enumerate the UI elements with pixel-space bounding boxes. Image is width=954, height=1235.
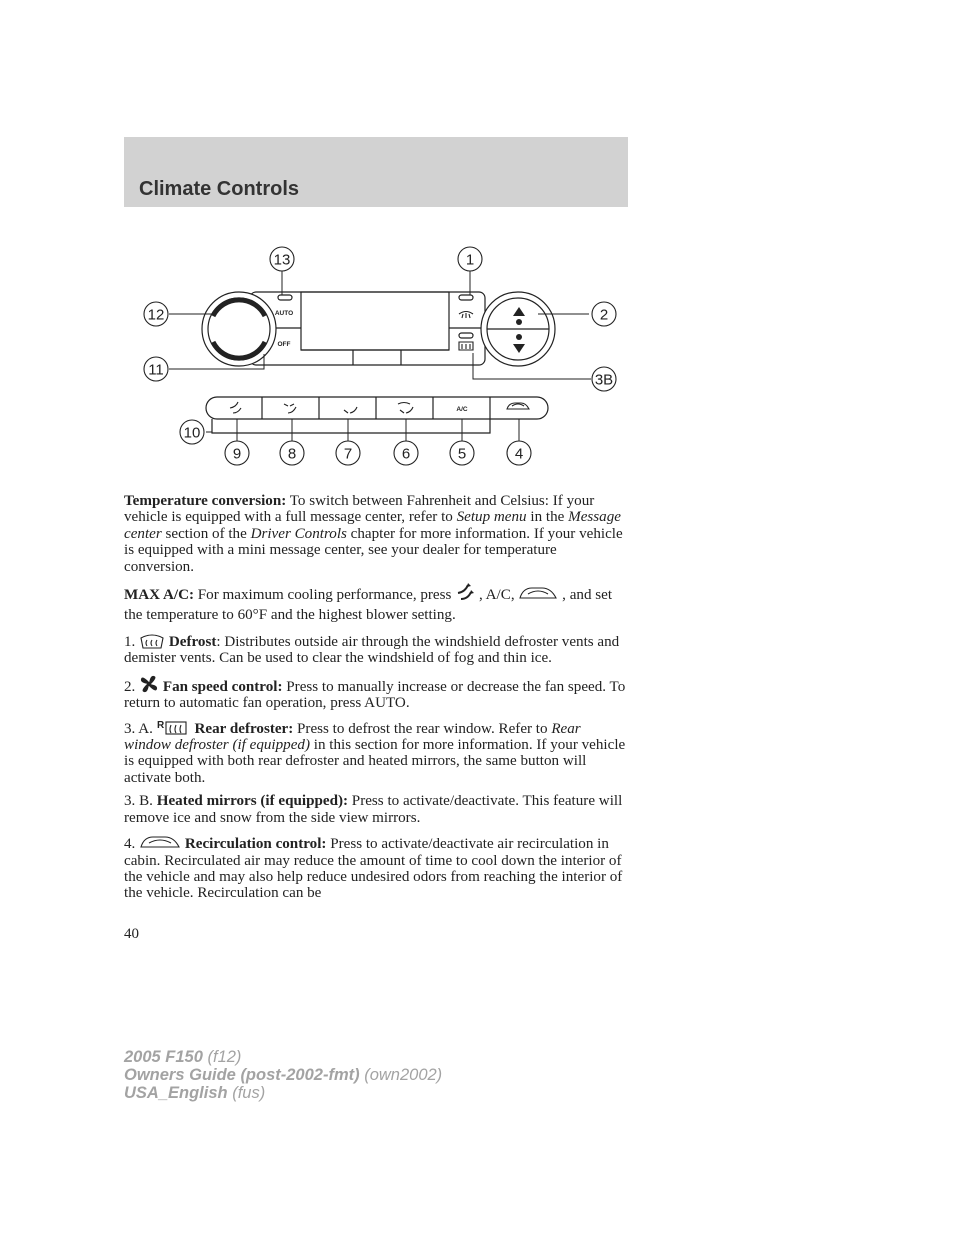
recirculation-icon <box>139 833 181 851</box>
fan-icon <box>516 334 522 340</box>
callout-13 <box>270 247 294 271</box>
panel-vent-icon <box>455 582 475 602</box>
svg-text:4: 4 <box>514 445 524 463</box>
panel-vent-icon <box>230 402 241 413</box>
off-label: OFF <box>277 341 291 348</box>
callout-2 <box>592 302 616 326</box>
svg-text:7: 7 <box>343 445 353 463</box>
paragraph-recirculation: 4. Recirculation control: Press to activate/deactivate air recirculation in cabin. Recirculated air may reduce the amount of time to cool down the interior of the vehicle and may also help reduce undesired odors from reaching the interior of the vehicle. Recirculation can be <box>124 833 630 902</box>
fan-icon <box>139 674 159 694</box>
floor-vent-icon <box>344 407 357 413</box>
paragraph-rear-defroster: 3. A. R Rear defroster: Press to defrost the rear window. Refer to Rear window defroster (if equipped) in this section for more information. If your vehicle is equipped with both rear defroster and heated mirrors, the same button will activate both. <box>124 719 626 786</box>
callout-3b <box>592 367 616 391</box>
rear-defrost-icon <box>459 342 473 350</box>
floor-defrost-icon <box>398 403 413 414</box>
callout-6 <box>394 441 418 465</box>
callout-12 <box>144 302 168 326</box>
mode-button-bar <box>206 397 548 419</box>
callout-5 <box>450 441 474 465</box>
footer-line-model: 2005 F150 (f12) <box>124 1048 242 1066</box>
recirculation-icon <box>518 584 558 602</box>
paragraph-max-ac: MAX A/C: For maximum cooling performance, press , A/C, , and set the temperature to 60°F and the highest blower setting. <box>124 582 630 625</box>
rear-defrost-icon <box>157 719 191 736</box>
temperature-knob <box>202 292 276 366</box>
svg-text:10: 10 <box>183 424 201 442</box>
display-screen <box>301 292 449 350</box>
callout-9 <box>225 441 249 465</box>
callout-1 <box>458 247 482 271</box>
auto-label: AUTO <box>274 310 294 317</box>
paragraph-fan-speed: 2. Fan speed control: Press to manually increase or decrease the fan speed. To return to automatic fan operation, press AUTO. <box>124 674 630 712</box>
climate-control-panel-diagram <box>124 238 628 478</box>
svg-text:2: 2 <box>599 306 609 324</box>
svg-text:12: 12 <box>147 306 165 324</box>
panel-floor-vent-icon <box>284 404 296 413</box>
svg-text:9: 9 <box>232 445 242 463</box>
paragraph-defrost: 1. Defrost: Distributes outside air through the windshield defroster vents and demister vents. Can be used to clear the windshield of fog and thin ice. <box>124 634 620 667</box>
svg-text:11: 11 <box>148 361 164 379</box>
ac-label: A/C <box>456 406 468 413</box>
windshield-defrost-icon <box>139 632 165 649</box>
svg-text:3B: 3B <box>594 371 614 389</box>
recirculation-icon <box>507 403 529 409</box>
paragraph-temperature-conversion: Temperature conversion: To switch between Fahrenheit and Celsius: If your vehicle is equipped with a full message center, refer to Setup menu in the Message center section of the Driver Controls chapter for more information. If your vehicle is equipped with a mini message center, see your dealer for temperature conversion. <box>124 493 623 575</box>
page-number: 40 <box>124 926 139 942</box>
paragraph-heated-mirrors: 3. B. Heated mirrors (if equipped): Press to activate/deactivate. This feature will remove ice and snow from the side view mirrors. <box>124 793 623 826</box>
footer-line-language: USA_English (fus) <box>124 1084 266 1102</box>
callout-8 <box>280 441 304 465</box>
section-header-band <box>124 137 628 207</box>
svg-text:13: 13 <box>273 251 291 269</box>
footer-line-guide: Owners Guide (post-2002-fmt) (own2002) <box>124 1066 443 1084</box>
svg-text:6: 6 <box>401 445 411 463</box>
callout-11 <box>144 357 168 381</box>
callout-4 <box>507 441 531 465</box>
svg-text:5: 5 <box>457 445 467 463</box>
callout-7 <box>336 441 360 465</box>
callout-10 <box>180 420 204 444</box>
svg-text:8: 8 <box>287 445 297 463</box>
svg-text:R: R <box>156 719 164 731</box>
section-title: Climate Controls <box>139 178 300 200</box>
windshield-defrost-icon <box>459 312 473 319</box>
document-footer <box>124 1048 442 1102</box>
body-text <box>124 493 630 909</box>
svg-text:1: 1 <box>465 251 475 269</box>
